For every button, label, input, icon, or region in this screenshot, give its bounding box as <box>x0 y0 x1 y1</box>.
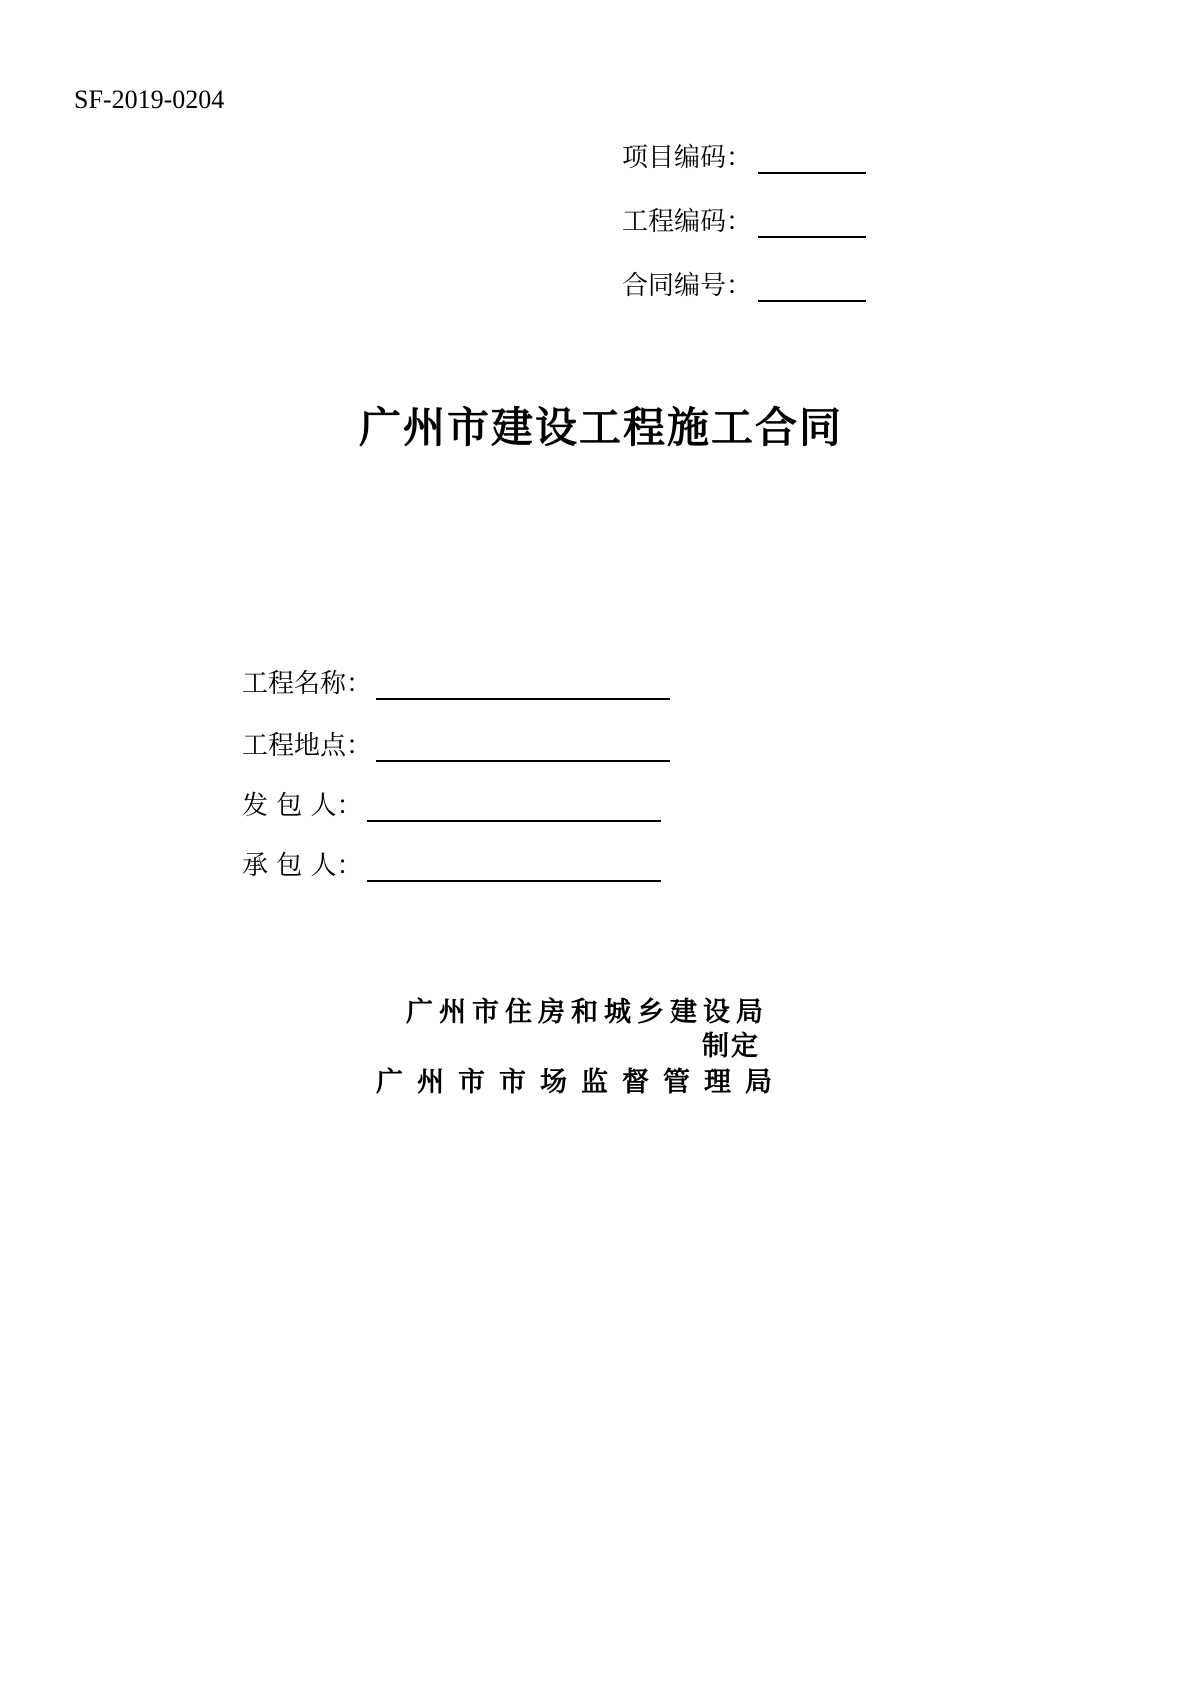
project-name-field <box>242 668 670 700</box>
project-location-blank[interactable] <box>376 734 670 762</box>
contract-number-field <box>622 270 866 302</box>
document-title: 广州市建设工程施工合同 <box>358 403 843 452</box>
document-code: SF-2019-0204 <box>74 85 225 114</box>
contract-number-blank[interactable] <box>758 274 866 302</box>
issuer-verb: 制定 <box>702 1031 760 1062</box>
project-name-blank[interactable] <box>376 672 670 700</box>
project-code-blank[interactable] <box>758 146 866 174</box>
project-code-label: 项目编码： <box>622 143 753 173</box>
issuer-market-bureau: 广州市市场监督管理局 <box>376 1067 786 1098</box>
contractor-field <box>242 850 661 882</box>
project-name-label: 工程名称： <box>242 669 373 699</box>
contract-number-label: 合同编号： <box>622 271 753 301</box>
project-code-field <box>622 142 866 174</box>
employer-label: 发 包 人： <box>242 791 363 821</box>
employer-field <box>242 790 661 822</box>
project-location-label: 工程地点： <box>242 731 373 761</box>
engineering-code-blank[interactable] <box>758 210 866 238</box>
contractor-blank[interactable] <box>367 854 661 882</box>
issuer-housing-bureau: 广州市住房和城乡建设局 <box>406 997 769 1028</box>
contractor-label: 承 包 人： <box>242 851 363 881</box>
engineering-code-field <box>622 206 866 238</box>
engineering-code-label: 工程编码： <box>622 207 753 237</box>
employer-blank[interactable] <box>367 794 661 822</box>
project-location-field <box>242 730 670 762</box>
